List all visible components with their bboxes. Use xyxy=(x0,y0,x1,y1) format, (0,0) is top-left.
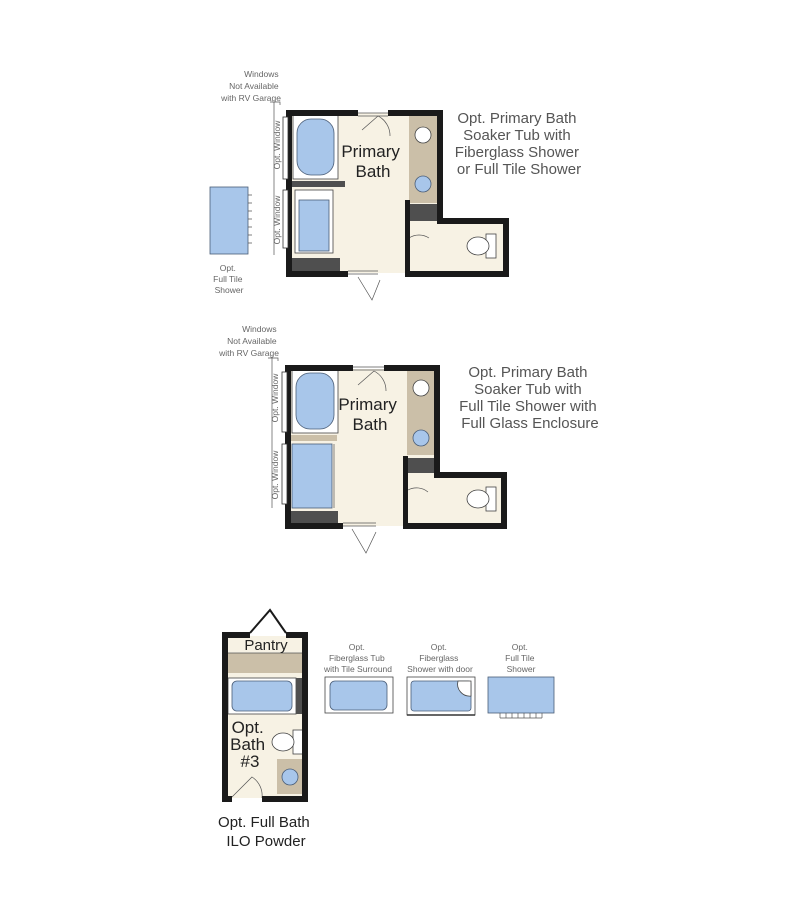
plan-3-room-line: Bath xyxy=(230,735,266,754)
plan-2-window-label-2: Opt. Window xyxy=(270,450,280,500)
plan-3-pantry-door xyxy=(250,610,286,633)
plan-1-shower-option-line: Full Tile xyxy=(213,274,243,284)
plan-1-sink-icon xyxy=(415,176,431,192)
option-3-drain-marks xyxy=(500,713,542,718)
plan-2-wall xyxy=(285,365,353,371)
plan-1-room-line: Primary xyxy=(341,142,400,161)
plan-2-windows-note-line: Not Available xyxy=(227,336,277,346)
plan-2-linen-cabinet xyxy=(404,458,437,473)
plan-2 xyxy=(218,324,601,553)
option-3-shower-icon xyxy=(488,677,554,713)
option-1-tub-icon xyxy=(330,681,387,710)
plan-1-room-line: Bath xyxy=(355,162,391,181)
plan-1-wall xyxy=(388,110,441,116)
option-fiberglass-shower xyxy=(407,642,475,715)
plan-2-wall xyxy=(501,472,507,529)
plan-3-caption-line: Opt. Full Bath xyxy=(218,814,310,831)
plan-3-toilet-icon xyxy=(272,733,294,751)
option-3-label-line: Opt. xyxy=(511,642,528,652)
option-full-tile-shower xyxy=(488,642,554,718)
plan-2-door-swing xyxy=(352,529,376,553)
plan-1-wall xyxy=(437,110,443,220)
plan-3-caption-line: ILO Powder xyxy=(226,833,306,850)
plan-1-soaker-tub-icon xyxy=(297,119,334,175)
plan-3-wall xyxy=(302,632,308,802)
plan-2-title-line: Soaker Tub with xyxy=(474,381,582,398)
option-3-label-line: Shower xyxy=(506,664,536,674)
plan-3-caption xyxy=(218,814,314,850)
plan-2-wall xyxy=(403,456,408,529)
plan-3-sink-icon xyxy=(282,769,298,785)
plan-1-window-marker xyxy=(283,190,288,248)
plan-2-tile-shower-icon xyxy=(292,444,332,508)
plan-2-title xyxy=(459,364,601,432)
plan-1-wall xyxy=(405,271,509,277)
option-3-label-line: Full Tile xyxy=(505,653,535,663)
plan-3-pantry-shelf xyxy=(228,653,303,673)
option-1-label-line: with Tile Surround xyxy=(323,664,393,674)
plan-1-door-swing xyxy=(358,277,380,300)
plan-3-tub-icon xyxy=(232,681,292,711)
plan-1-full-tile-shower-icon xyxy=(210,187,248,254)
plan-3-toilet-tank xyxy=(293,730,303,754)
plan-1-shower-drain-marks xyxy=(248,195,252,243)
plan-2-window-marker xyxy=(282,372,287,432)
plan-1-window-label-1: Opt. Window xyxy=(272,120,282,170)
plan-1-shower-option-label xyxy=(213,263,245,295)
plan-1-wall xyxy=(405,200,410,277)
plan-1-toilet-icon xyxy=(467,237,489,255)
plan-1-window-marker xyxy=(283,117,288,179)
plan-1-windows-note-line: Not Available xyxy=(229,81,279,91)
plan-3-wall xyxy=(222,796,232,802)
plan-2-sink-icon xyxy=(413,380,429,396)
option-2-label-line: Opt. xyxy=(430,642,447,652)
option-2-label-line: Shower with door xyxy=(407,664,473,674)
plan-2-windows-note xyxy=(218,324,279,358)
plan-1-wall xyxy=(503,218,509,277)
plan-2-wall xyxy=(434,472,507,478)
plan-3 xyxy=(218,610,554,850)
plan-2-toilet-icon xyxy=(467,490,489,508)
plan-2-room-line: Primary xyxy=(338,395,397,414)
plan-1-wall xyxy=(437,218,509,224)
plan-2-wall xyxy=(403,523,507,529)
plan-1-window-label-2: Opt. Window xyxy=(272,195,282,245)
option-2-label-line: Fiberglass xyxy=(419,653,459,663)
plan-1-title xyxy=(455,110,583,178)
plan-3-tub-wall xyxy=(296,678,303,714)
plan-3-wall xyxy=(262,796,308,802)
plan-1-title-line: or Full Tile Shower xyxy=(456,161,582,178)
plan-1-windows-note-line: with RV Garage xyxy=(221,93,281,103)
plan-2-title-line: Full Tile Shower with xyxy=(459,398,597,415)
plan-1-title-line: Soaker Tub with xyxy=(463,127,571,144)
plan-1-title-line: Opt. Primary Bath xyxy=(457,110,577,127)
plan-1-tub-wall xyxy=(289,181,345,187)
option-fiberglass-tub xyxy=(323,642,393,713)
plan-1-sink-icon xyxy=(415,127,431,143)
plan-1-wall xyxy=(286,110,358,116)
plan-2-title-line: Opt. Primary Bath xyxy=(468,364,588,381)
plan-2-wall xyxy=(434,365,440,473)
plan-2-wall xyxy=(285,523,343,529)
plan-1-shower-option-line: Shower xyxy=(214,285,244,295)
plan-3-pantry-label: Pantry xyxy=(244,637,288,654)
option-2-label xyxy=(407,642,473,674)
plan-1-wall xyxy=(286,271,348,277)
option-1-label xyxy=(323,642,392,674)
plan-1-title-line: Fiberglass Shower xyxy=(454,144,580,161)
plan-2-wall xyxy=(384,365,439,371)
option-1-label-line: Fiberglass Tub xyxy=(328,653,385,663)
plan-1-windows-note xyxy=(220,69,281,103)
plan-1 xyxy=(210,69,583,300)
plan-1-fiberglass-shower-icon xyxy=(299,200,329,251)
plan-2-soaker-tub-icon xyxy=(296,373,334,429)
plan-2-window-label-1: Opt. Window xyxy=(270,373,280,423)
plan-3-wall xyxy=(222,632,228,802)
plan-3-room-line: #3 xyxy=(240,752,260,771)
plan-1-windows-note-line: Windows xyxy=(244,69,279,79)
plan-2-windows-note-line: with RV Garage xyxy=(219,348,279,358)
option-3-label xyxy=(505,642,537,674)
plan-1-shower-option-line: Opt. xyxy=(219,263,236,273)
plan-1-linen-cabinet xyxy=(409,204,439,221)
plan-2-title-line: Full Glass Enclosure xyxy=(461,415,599,432)
plan-2-window-marker xyxy=(282,444,287,504)
plan-2-sink-icon xyxy=(413,430,429,446)
plan-1-bench xyxy=(292,258,340,273)
plan-2-room-line: Bath xyxy=(352,415,388,434)
plan-2-windows-note-line: Windows xyxy=(242,324,277,334)
plan-3-room-line: Opt. xyxy=(231,718,264,737)
option-1-label-line: Opt. xyxy=(348,642,365,652)
plan-2-tub-ledge xyxy=(289,435,337,441)
